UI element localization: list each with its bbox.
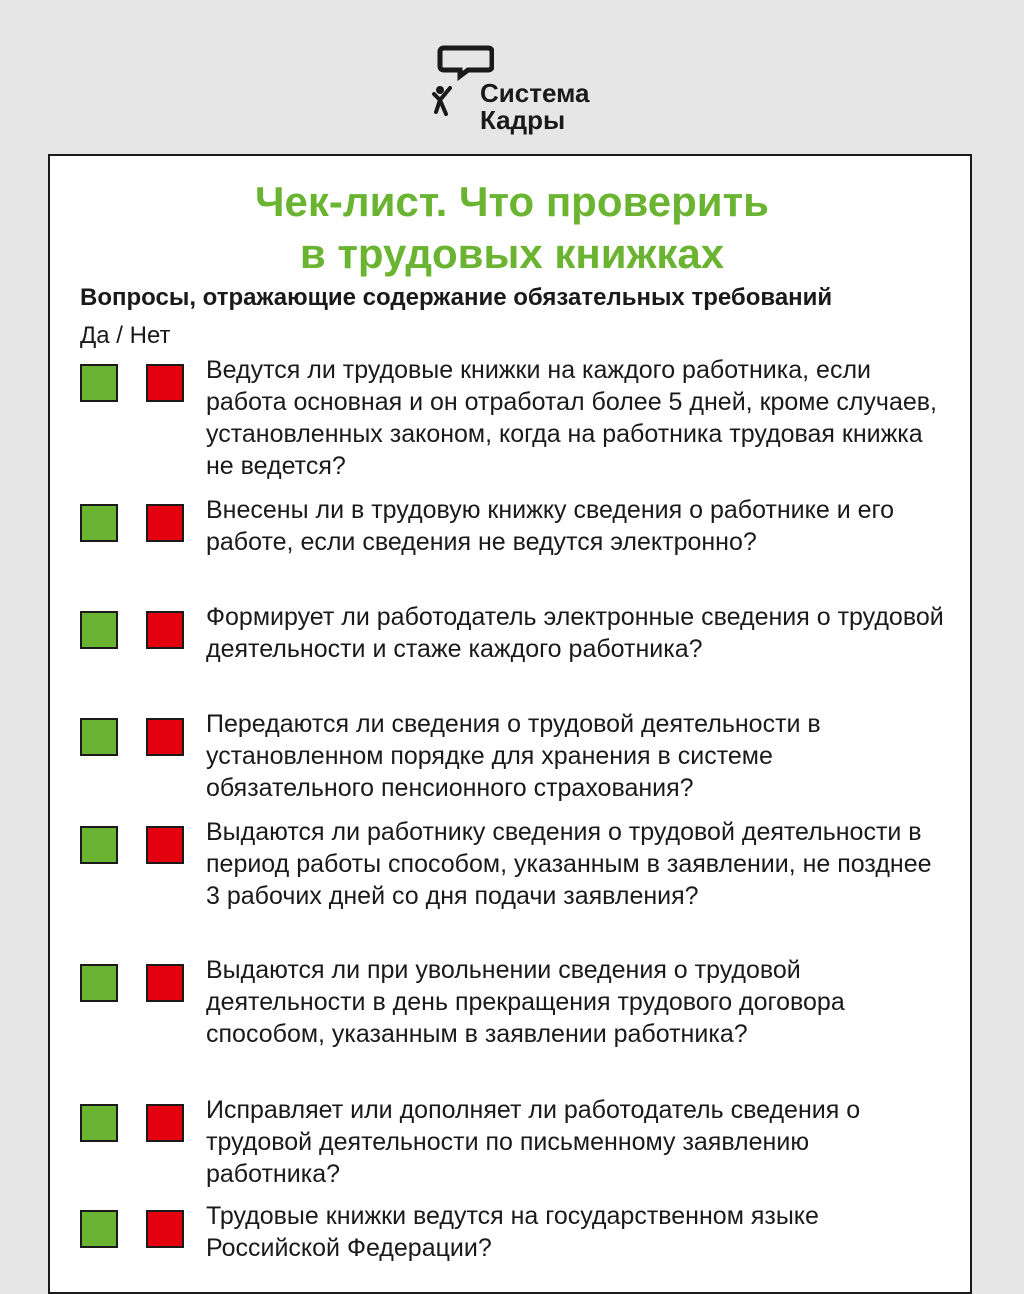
no-checkbox[interactable] (146, 1104, 184, 1142)
question-text: Выдаются ли работнику сведения о трудовой деятельности в период работы способом, указанным в заявлении, не позднее 3 рабочих дней со дня подачи заявления? (206, 818, 932, 910)
no-checkbox[interactable] (146, 611, 184, 649)
yes-checkbox[interactable] (80, 504, 118, 542)
question-text: Формирует ли работодатель электронные сведения о трудовой деятельности и стаже каждого работника? (206, 603, 944, 663)
yes-checkbox[interactable] (80, 826, 118, 864)
title-line-1: Чек-лист. Что проверить (255, 178, 769, 225)
question-text: Внесены ли в трудовую книжку сведения о работнике и его работе, если сведения не ведутся электронно? (206, 496, 895, 556)
brand-name (480, 80, 589, 134)
no-checkbox[interactable] (146, 1210, 184, 1248)
yes-checkbox[interactable] (80, 611, 118, 649)
yes-checkbox[interactable] (80, 1104, 118, 1142)
checklist-card (48, 154, 972, 1294)
no-checkbox[interactable] (146, 718, 184, 756)
page-title (50, 176, 974, 280)
brand-line-1: Система (480, 78, 590, 108)
question-text: Трудовые книжки ведутся на государственном языке Российской Федерации? (206, 1202, 819, 1262)
section-heading: Вопросы, отражающие содержание обязательных требований (80, 284, 833, 311)
no-checkbox[interactable] (146, 826, 184, 864)
yes-checkbox[interactable] (80, 364, 118, 402)
yes-no-label: Да / Нет (80, 322, 171, 349)
yes-checkbox[interactable] (80, 964, 118, 1002)
brand-line-2: Кадры (480, 105, 566, 135)
no-checkbox[interactable] (146, 504, 184, 542)
yes-checkbox[interactable] (80, 718, 118, 756)
question-text: Выдаются ли при увольнении сведения о трудовой деятельности в день прекращения трудового договора способом, указанным в заявлении работника? (206, 956, 845, 1048)
yes-checkbox[interactable] (80, 1210, 118, 1248)
question-text: Исправляет или дополняет ли работодатель сведения о трудовой деятельности по письменному заявлению работника? (206, 1096, 861, 1188)
brand-logo (430, 44, 610, 140)
no-checkbox[interactable] (146, 364, 184, 402)
no-checkbox[interactable] (146, 964, 184, 1002)
title-line-2: в трудовых книжках (299, 230, 725, 277)
question-text: Ведутся ли трудовые книжки на каждого работника, если работа основная и он отработал более 5 дней, кроме случаев, установленных законом, когда на работника трудовая книжка не ведется? (206, 356, 937, 480)
question-text: Передаются ли сведения о трудовой деятельности в установленном порядке для хранения в системе обязательного пенсионного страхования? (206, 710, 821, 802)
